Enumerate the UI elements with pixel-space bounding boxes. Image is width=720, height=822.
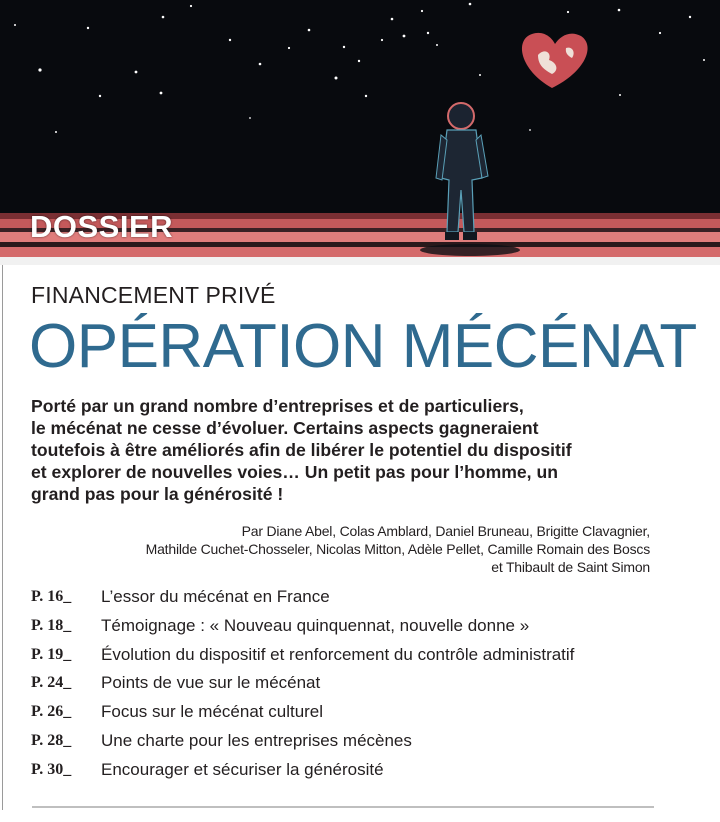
toc-item[interactable] — [31, 731, 671, 750]
toc-entry-title: Une charte pour les entreprises mécènes — [101, 731, 412, 750]
page-title: OPÉRATION MÉCÉNAT — [29, 312, 697, 381]
section-label: DOSSIER — [30, 209, 174, 244]
byline — [10, 522, 650, 576]
toc-entry-title: Encourager et sécuriser la générosité — [101, 760, 384, 779]
lede-line: toutefois à être améliorés afin de libérer le potentiel du dispositif — [31, 440, 572, 460]
heart-planet-icon — [522, 33, 588, 88]
toc-item[interactable] — [31, 702, 671, 721]
toc-entry-title: Évolution du dispositif et renforcement du contrôle administratif — [101, 645, 575, 664]
toc-entry-title: Témoignage : « Nouveau quinquennat, nouvelle donne » — [101, 616, 530, 635]
toc-page-number: P. 24_ — [31, 674, 72, 691]
bottom-divider — [32, 806, 654, 808]
lede-line: le mécénat ne cesse d’évoluer. Certains aspects gagneraient — [31, 418, 539, 438]
table-of-contents — [31, 587, 671, 789]
toc-entry-title: Focus sur le mécénat culturel — [101, 702, 324, 721]
byline-line: Par Diane Abel, Colas Amblard, Daniel Bruneau, Brigitte Clavagnier, — [241, 523, 650, 539]
toc-entry-title: L’essor du mécénat en France — [101, 587, 330, 606]
byline-line: Mathilde Cuchet-Chosseler, Nicolas Mitton, Adèle Pellet, Camille Romain des Boscs — [145, 541, 650, 557]
toc-item[interactable] — [31, 587, 671, 606]
lede-line: et explorer de nouvelles voies… Un petit pas pour l’homme, un — [31, 462, 558, 482]
lede-line: Porté par un grand nombre d’entreprises et de particuliers, — [31, 396, 524, 416]
toc-page-number: P. 18_ — [31, 617, 72, 634]
toc-entry-title: Points de vue sur le mécénat — [101, 673, 321, 692]
toc-item[interactable] — [31, 760, 671, 779]
kicker: FINANCEMENT PRIVÉ — [31, 282, 276, 308]
toc-item[interactable] — [31, 645, 671, 664]
header-banner — [0, 0, 720, 265]
toc-page-number: P. 19_ — [31, 646, 72, 663]
lede-line: grand pas pour la générosité ! — [31, 484, 284, 504]
toc-page-number: P. 26_ — [31, 703, 72, 720]
toc-page-number: P. 28_ — [31, 732, 72, 749]
toc-page-number: P. 16_ — [31, 588, 72, 605]
toc-item[interactable] — [31, 616, 671, 635]
lede — [31, 395, 671, 505]
toc-page-number: P. 30_ — [31, 761, 72, 778]
left-rule — [2, 265, 3, 810]
byline-line: et Thibault de Saint Simon — [491, 559, 650, 575]
stars — [14, 3, 705, 133]
toc-item[interactable] — [31, 673, 671, 692]
